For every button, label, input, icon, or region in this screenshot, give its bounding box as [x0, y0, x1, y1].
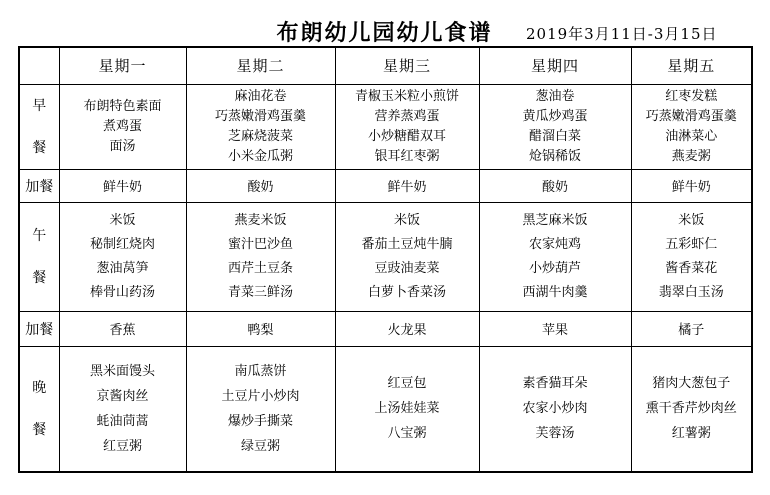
lunch-label — [19, 202, 59, 311]
snack2-wednesday-cell: 火龙果 — [335, 311, 479, 346]
table-header-row — [19, 47, 752, 84]
snack2-monday-cell: 香蕉 — [59, 311, 186, 346]
afternoon-snack-label — [19, 311, 59, 346]
lunch-wednesday-cell: 米饭 番茄土豆炖牛腩 豆豉油麦菜 白萝卜香菜汤 — [335, 202, 479, 311]
snack2-friday-cell: 橘子 — [631, 311, 752, 346]
lunch-row — [19, 202, 752, 311]
header-wednesday: 星期三 — [335, 47, 479, 84]
breakfast-friday-cell: 红枣发糕 巧蒸嫩滑鸡蛋羹 油淋菜心 燕麦粥 — [631, 84, 752, 169]
page-title: 布朗幼儿园幼儿食谱 — [276, 20, 493, 46]
dinner-label — [19, 346, 59, 472]
header-monday: 星期一 — [59, 47, 186, 84]
dinner-thursday-cell: 素香猫耳朵 农家小炒肉 芙蓉汤 — [479, 346, 631, 472]
breakfast-row — [19, 84, 752, 169]
breakfast-thursday-cell: 葱油卷 黄瓜炒鸡蛋 醋溜白菜 炝锅稀饭 — [479, 84, 631, 169]
dinner-tuesday-cell: 南瓜蒸饼 土豆片小炒肉 爆炒手撕菜 绿豆粥 — [186, 346, 335, 472]
breakfast-wednesday-cell: 青椒玉米粒小煎饼 营养蒸鸡蛋 小炒糖醋双耳 银耳红枣粥 — [335, 84, 479, 169]
morning-snack-label — [19, 169, 59, 202]
morning-snack-row — [19, 169, 752, 202]
snack1-thursday-cell: 酸奶 — [479, 169, 631, 202]
snack1-wednesday-cell: 鲜牛奶 — [335, 169, 479, 202]
breakfast-label-text: 早餐 — [32, 97, 47, 156]
breakfast-label — [19, 84, 59, 169]
afternoon-snack-row — [19, 311, 752, 346]
dinner-label-text: 晚餐 — [32, 379, 47, 438]
morning-snack-label-text: 加餐 — [25, 178, 54, 195]
lunch-monday-cell: 米饭 秘制红烧肉 葱油莴笋 棒骨山药汤 — [59, 202, 186, 311]
header-friday: 星期五 — [631, 47, 752, 84]
snack1-monday-cell: 鲜牛奶 — [59, 169, 186, 202]
header-tuesday: 星期二 — [186, 47, 335, 84]
snack2-thursday-cell: 苹果 — [479, 311, 631, 346]
document-header — [18, 12, 751, 46]
snack1-friday-cell: 鲜牛奶 — [631, 169, 752, 202]
lunch-label-text: 午餐 — [32, 227, 47, 286]
dinner-monday-cell: 黑米面馒头 京酱肉丝 蚝油茼蒿 红豆粥 — [59, 346, 186, 472]
snack1-tuesday-cell: 酸奶 — [186, 169, 335, 202]
header-thursday: 星期四 — [479, 47, 631, 84]
date-range: 2019年3月11日-3月15日 — [526, 25, 718, 43]
lunch-thursday-cell: 黑芝麻米饭 农家炖鸡 小炒葫芦 西湖牛肉羹 — [479, 202, 631, 311]
breakfast-monday-cell: 布朗特色素面 煮鸡蛋 面汤 — [59, 84, 186, 169]
dinner-wednesday-cell: 红豆包 上汤娃娃菜 八宝粥 — [335, 346, 479, 472]
dinner-friday-cell: 猪肉大葱包子 熏干香芹炒肉丝 红薯粥 — [631, 346, 752, 472]
corner-cell — [19, 47, 59, 84]
meal-schedule-table — [18, 46, 753, 473]
lunch-tuesday-cell: 燕麦米饭 蜜汁巴沙鱼 西芹土豆条 青菜三鲜汤 — [186, 202, 335, 311]
snack2-tuesday-cell: 鸭梨 — [186, 311, 335, 346]
dinner-row — [19, 346, 752, 472]
breakfast-tuesday-cell: 麻油花卷 巧蒸嫩滑鸡蛋羹 芝麻烧菠菜 小米金瓜粥 — [186, 84, 335, 169]
afternoon-snack-label-text: 加餐 — [25, 321, 54, 338]
lunch-friday-cell: 米饭 五彩虾仁 酱香菜花 翡翠白玉汤 — [631, 202, 752, 311]
